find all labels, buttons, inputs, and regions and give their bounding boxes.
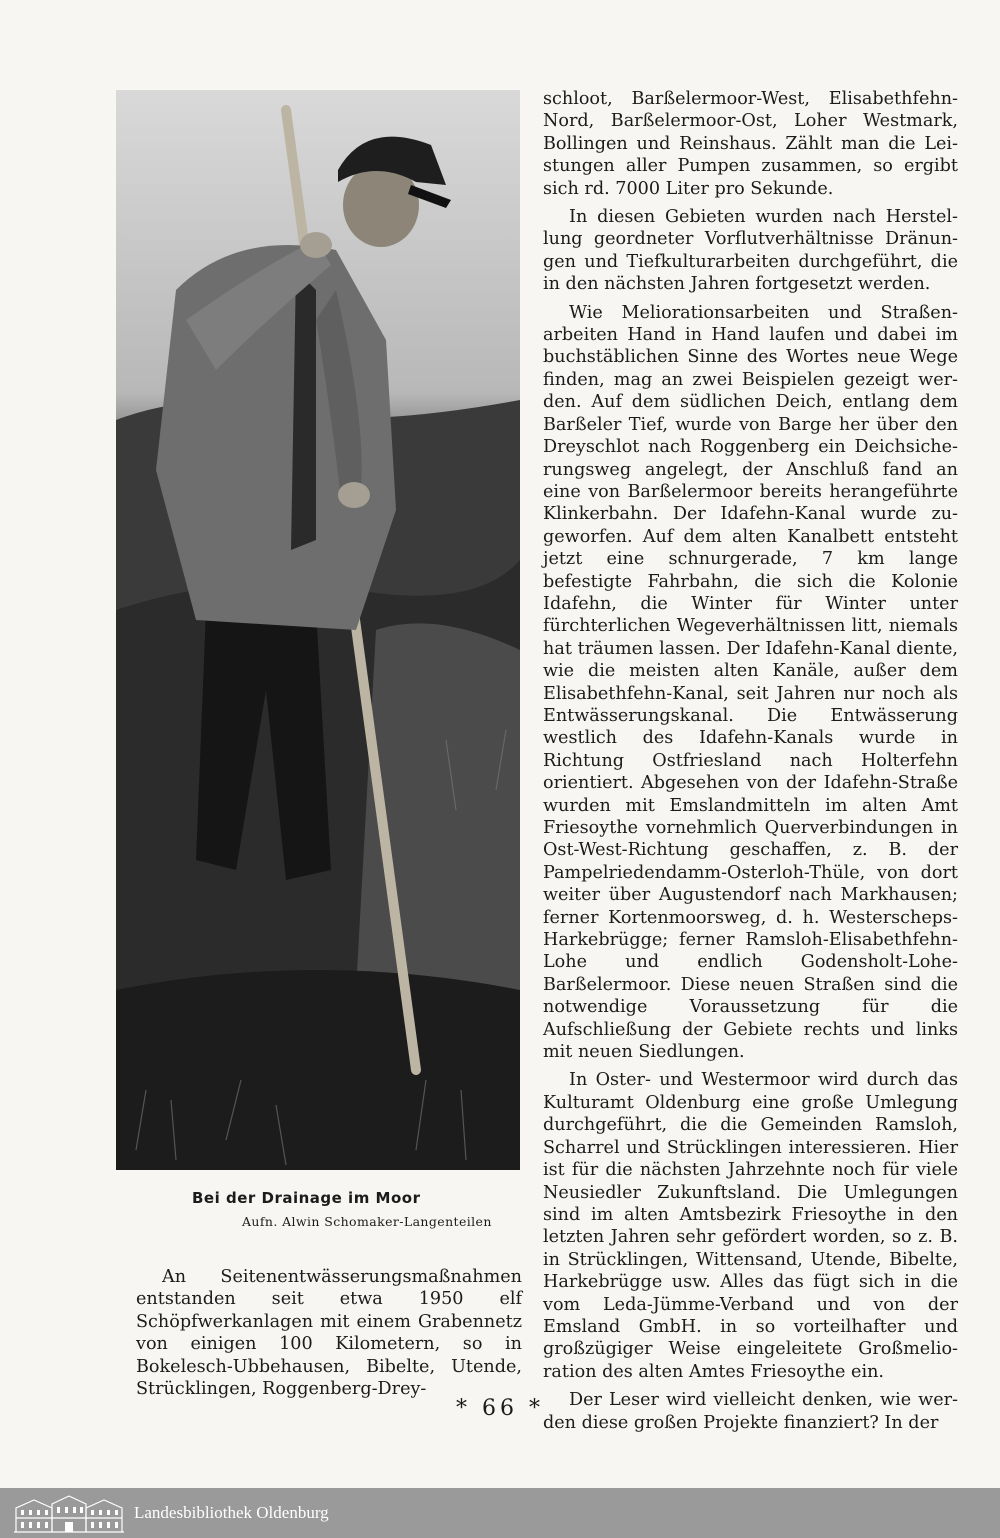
paragraph: In diesen Gebieten wurden nach Herstellung geordneter Vorflutverhältnisse Dränungen und Tiefkulturarbeiten durchgeführt, die in den nächsten Jahren fortgesetzt werden.	[543, 207, 958, 295]
page-number: * 66 *	[456, 1396, 544, 1421]
paragraph: Der Leser wird vielleicht denken, wie werden diese großen Projekte finanziert? In der	[543, 1390, 958, 1433]
left-text-column	[136, 1266, 522, 1400]
photo-caption-credit: Aufn. Alwin Schomaker-Langenteilen	[242, 1214, 492, 1229]
drainage-photo	[116, 90, 520, 1170]
right-text-column	[543, 88, 958, 1434]
library-building-logo-icon	[14, 1494, 124, 1534]
photo-illustration	[116, 90, 520, 1170]
library-footer-bar	[0, 1488, 1000, 1538]
paragraph: schloot, Barßelermoor-West, Elisabethfehn-Nord, Barßelermoor-Ost, Loher Westmark, Bollingen und Reinshaus. Zählt man die Leistungen aller Pumpen zusammen, so ergibt sich rd. 7000 Liter pro Sekunde.	[543, 89, 958, 199]
paragraph: Wie Meliorationsarbeiten und Straßenarbeiten Hand in Hand laufen und dabei im buchstäblichen Sinne des Wortes neue Wege finden, mag an zwei Beispielen gezeigt werden. Auf dem südlichen Deich, entlang dem Barßeler Tief, wurde von Barge her über den Dreyschlot nach Roggenberg ein Deichsicherungsweg angelegt, der Anschluß fand an eine von Barßelermoor bereits herangeführte Klinkerbahn. Der Idafehn-Kanal wurde zugeworfen. Auf dem alten Kanalbett entsteht jetzt eine schnurgerade, 7 km lange befestigte Fahrbahn, die sich die Kolonie Idafehn, die Winter für Winter unter fürchterlichen Wegeverhältnissen litt, niemals hat träumen lassen. Der Idafehn-Kanal diente, wie die meisten alten Kanäle, außer dem Elisabethfehn-Kanal, seit Jahren nur noch als Entwässerungskanal. Die Entwässerung westlich des Idafehn-Kanals wurde in Richtung Ostfriesland nach Holterfehn orientiert. Abgesehen von der Idafehn-Straße wurden mit Emslandmitteln im alten Amt Friesoythe vornehmlich Querverbindungen in Ost-West-Richtung geschaffen, z. B. der Pampelriedendamm-Osterloh-Thüle, von dort weiter über Augustendorf nach Markhausen; ferner Kortenmoorsweg, d. h. Westerscheps-Harkebrügge; ferner Ramsloh-Elisabethfehn-Lohe und endlich Godensholt-Lohe-Barßelermoor. Diese neuen Straßen sind die notwendige Voraussetzung für die Aufschließung der Gebiete rechts und links mit neuen Siedlungen.	[543, 302, 958, 1063]
library-name[interactable]: Landesbibliothek Oldenburg	[134, 1503, 329, 1522]
photo-caption-title: Bei der Drainage im Moor	[192, 1189, 421, 1207]
paragraph: An Seitenentwässerungsmaßnahmen entstanden seit etwa 1950 elf Schöpfwerkanlagen mit einem Grabennetz von einigen 100 Kilometern, so in Bokelesch-Ubbehausen, Bibelte, Utende, Strücklingen, Roggenberg-Drey-	[136, 1267, 522, 1400]
paragraph: In Oster- und Westermoor wird durch das Kulturamt Oldenburg eine große Umlegung durchgeführt, die die Gemeinden Ramsloh, Scharrel und Strücklingen interessieren. Hier ist für die nächsten Jahrzehnte noch für viele Neusiedler Zukunftsland. Die Umlegungen sind im alten Amtsbezirk Friesoythe in den letzten Jahren sehr gefördert worden, so z. B. in Strücklingen, Wittensand, Utende, Bibelte, Harkebrügge usw. Alles das fügt sich in die vom Leda-Jümme-Verband und von der Emsland GmbH. in so vorteilhafter und großzügiger Weise eingeleitete Großmelioration des alten Amtes Friesoythe ein.	[543, 1070, 958, 1382]
